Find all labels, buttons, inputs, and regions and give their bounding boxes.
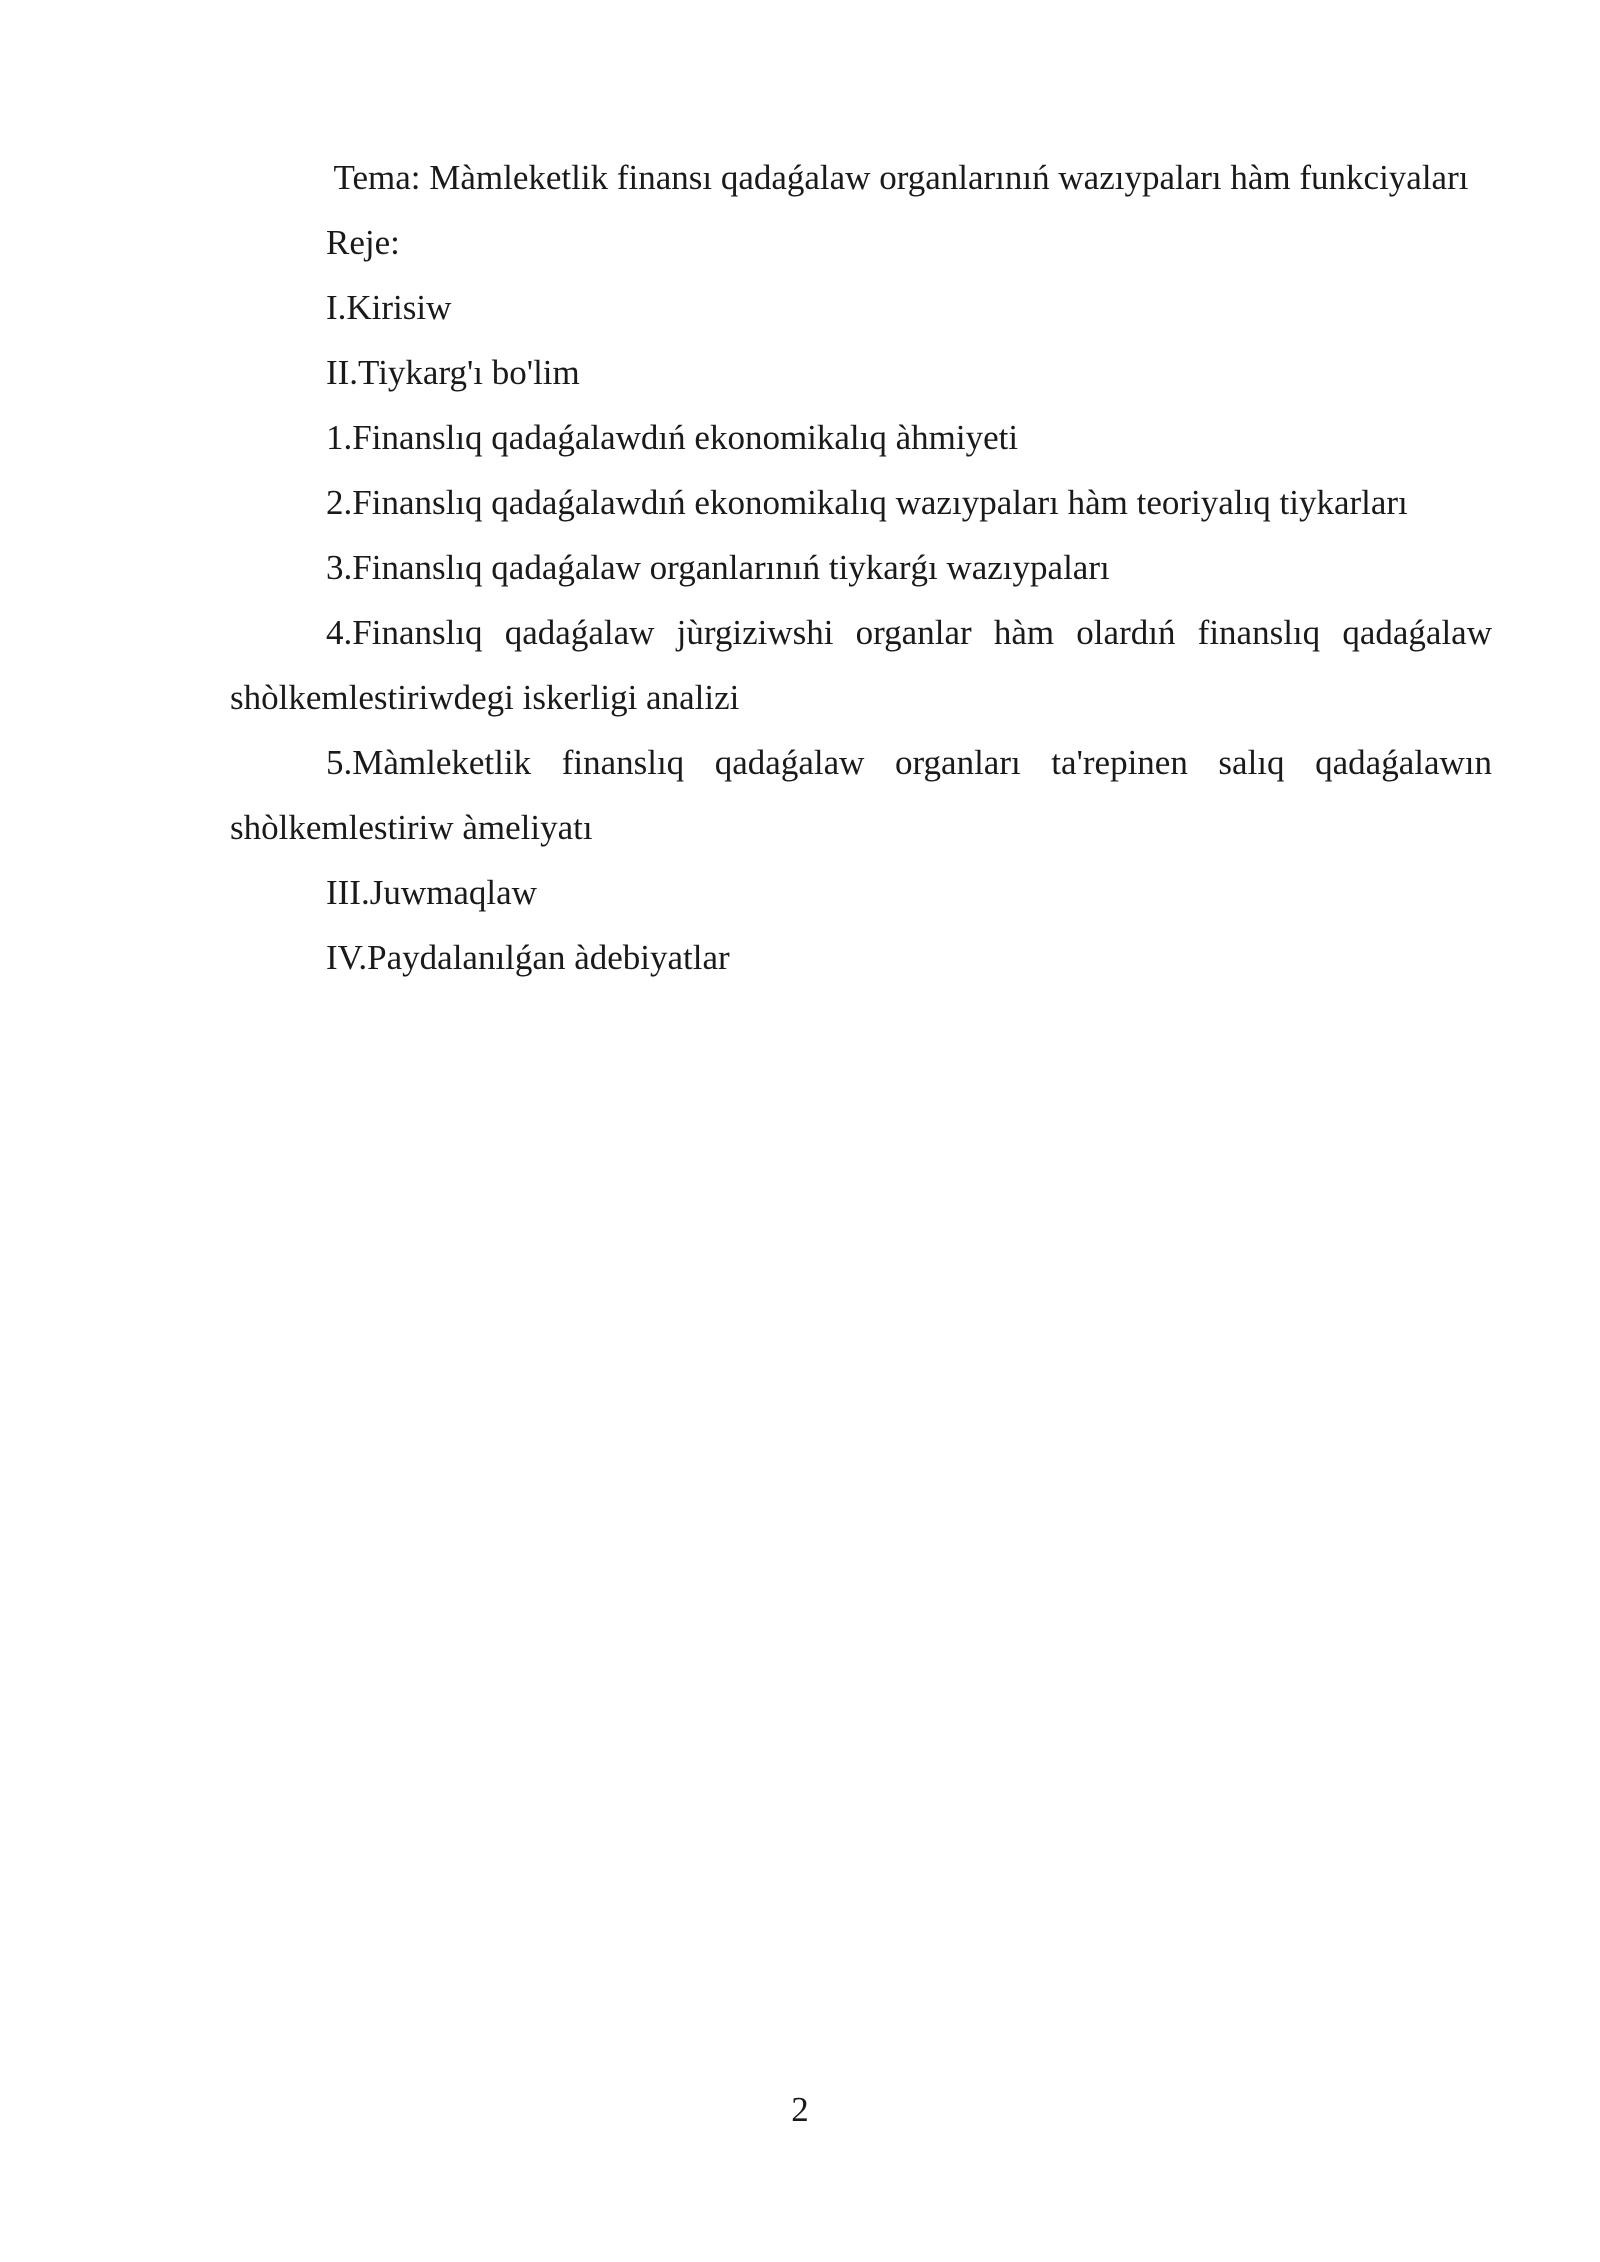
plan-label: Reje: (326, 223, 400, 262)
plan-item-references: IV.Paydalanılǵan àdebiyatlar (326, 938, 730, 977)
plan-item-1: 1.Finanslıq qadaǵalawdıń ekonomikalıq àhmiyeti (326, 418, 1019, 457)
page-content (230, 145, 1492, 990)
plan-item-2: 2.Finanslıq qadaǵalawdıń ekonomikalıq wazıypaları hàm teoriyalıq tiykarları (326, 483, 1408, 522)
plan-item-4: 4.Finanslıq qadaǵalaw jùrgiziwshi organlar hàm olardıń finanslıq qadaǵalaw shòlkemlestiriwdegi iskerligi analizi (230, 613, 1492, 717)
document-title: Tema: Màmleketlik finansı qadaǵalaw organlarınıń wazıypaları hàm funkciyaları (333, 158, 1469, 197)
plan-item-5: 5.Màmleketlik finanslıq qadaǵalaw organları ta'repinen salıq qadaǵalawın shòlkemlestiriw àmeliyatı (230, 743, 1492, 847)
plan-item-conclusion: III.Juwmaqlaw (326, 873, 537, 912)
plan-item-main-part: II.Tiykarg'ı bo'lim (326, 353, 580, 392)
plan-item-3: 3.Finanslıq qadaǵalaw organlarınıń tiykarǵı wazıypaları (326, 548, 1110, 587)
page-number: 2 (791, 2090, 809, 2129)
plan-item-introduction: I.Kirisiw (326, 288, 452, 327)
